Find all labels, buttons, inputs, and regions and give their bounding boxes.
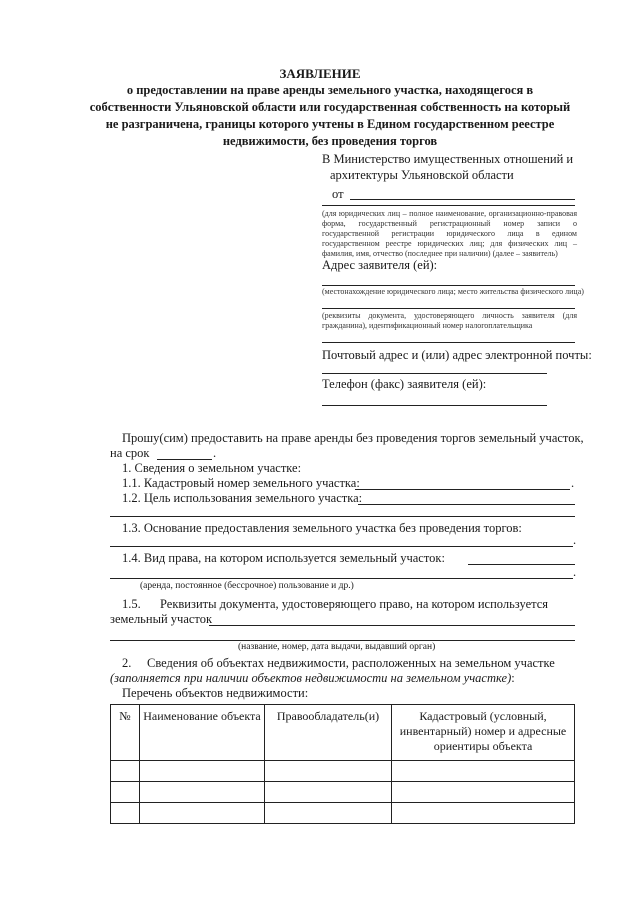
requisites-note: (реквизиты документа, удостоверяющего личность заявителя (для гражданина), идентификационный номер налогоплательщика [322, 311, 577, 330]
table-header-row [111, 705, 575, 761]
section-1-1-dot: . [571, 476, 575, 490]
heading-line: о предоставлении на праве аренды земельного участка, находящегося в [126, 83, 534, 97]
table-cell[interactable] [140, 761, 265, 782]
extra-input-line[interactable] [322, 342, 575, 343]
header-number: № [111, 705, 140, 761]
purpose-input-line[interactable] [358, 504, 575, 505]
basis-input-line[interactable] [110, 546, 573, 547]
right-type-input-line-2[interactable] [110, 578, 573, 579]
addressee-line2: архитектуры Ульяновской области [330, 168, 514, 182]
right-type-input-line[interactable] [468, 564, 575, 565]
document-title: ЗАЯВЛЕНИЕ [279, 66, 361, 81]
heading-line: собственности Ульяновской области или государственная собственность на который [89, 100, 571, 114]
section-2: Сведения об объектах недвижимости, расположенных на земельном участке [147, 656, 555, 670]
document-input-line[interactable] [209, 625, 575, 626]
requisites-input-line[interactable] [322, 308, 575, 309]
document-heading [60, 82, 600, 150]
request-line2: на срок [110, 446, 150, 460]
objects-list-label: Перечень объектов недвижимости: [122, 686, 309, 700]
table-cell[interactable] [111, 761, 140, 782]
phone-input-line[interactable] [322, 405, 547, 406]
from-label: от [332, 187, 344, 201]
table-cell[interactable] [265, 803, 392, 824]
table-row [111, 803, 575, 824]
term-input-line[interactable] [157, 459, 212, 460]
applicant-note: (для юридических лиц – полное наименование, организационно-правовая форма, государственный регистрационный номер записи о государственной регистрации юридического лица в едином государственном реестре юридических лиц; для физических лиц – фамилия, имя, отчество (последнее при наличии) (далее – заявитель) [322, 209, 577, 258]
table-cell[interactable] [392, 761, 575, 782]
document-input-line-2[interactable] [110, 640, 575, 641]
section-1-5-line2: земельный участок [110, 612, 213, 626]
section-1-4-note: (аренда, постоянное (бессрочное) пользование и др.) [140, 581, 354, 591]
addressee-line1: В Министерство имущественных отношений и [322, 152, 574, 166]
table-row [111, 782, 575, 803]
header-object-name: Наименование объекта [140, 705, 265, 761]
cadastral-input-line[interactable] [355, 489, 570, 490]
purpose-input-line-2[interactable] [110, 516, 575, 517]
section-2-colon: : [511, 671, 515, 685]
table-cell[interactable] [111, 782, 140, 803]
from-input-line[interactable] [350, 199, 575, 200]
address-label: Адрес заявителя (ей): [322, 258, 438, 272]
table-cell[interactable] [265, 782, 392, 803]
table-cell[interactable] [392, 782, 575, 803]
header-cadastral: Кадастровый (условный, инвентарный) номер и адресные ориентиры объекта [392, 705, 575, 761]
table-cell[interactable] [265, 761, 392, 782]
section-2-note [110, 671, 515, 686]
section-1-5: Реквизиты документа, удостоверяющего право, на котором используется [160, 597, 549, 611]
objects-table [110, 704, 575, 824]
request-dot: . [213, 446, 217, 460]
section-1: 1. Сведения о земельном участке: [122, 461, 302, 475]
table-cell[interactable] [140, 803, 265, 824]
section-1-1: 1.1. Кадастровый номер земельного участка: [122, 476, 360, 490]
phone-label: Телефон (факс) заявителя (ей): [322, 377, 487, 391]
section-1-4: 1.4. Вид права, на котором используется земельный участок: [122, 551, 445, 565]
heading-line: недвижимости, без проведения торгов [222, 134, 438, 148]
request-line1: Прошу(сим) предоставить на праве аренды без проведения торгов земельный участок, [122, 431, 584, 445]
section-1-2: 1.2. Цель использования земельного участка: [122, 491, 363, 505]
section-1-3: 1.3. Основание предоставления земельного участка без проведения торгов: [122, 521, 522, 535]
section-1-3-dot: . [573, 533, 577, 547]
table-cell[interactable] [111, 803, 140, 824]
postal-input-line[interactable] [322, 373, 547, 374]
address-input-line[interactable] [322, 285, 575, 286]
section-2-italic: (заполняется при наличии объектов недвижимости на земельном участке) [110, 671, 512, 685]
heading-line: не разграничена, границы которого учтены в Едином государственном реестре [105, 117, 555, 131]
table-row [111, 761, 575, 782]
section-1-4-dot: . [573, 565, 577, 579]
section-2-number: 2. [122, 656, 132, 670]
section-1-5-number: 1.5. [122, 597, 141, 611]
address-note: (местонахождение юридического лица; место жительства физического лица) [322, 287, 584, 296]
applicant-input-line[interactable] [322, 205, 575, 206]
header-owner: Правообладатель(и) [265, 705, 392, 761]
postal-label: Почтовый адрес и (или) адрес электронной почты: [322, 348, 592, 362]
table-cell[interactable] [392, 803, 575, 824]
table-cell[interactable] [140, 782, 265, 803]
section-1-5-note: (название, номер, дата выдачи, выдавший орган) [238, 642, 436, 652]
